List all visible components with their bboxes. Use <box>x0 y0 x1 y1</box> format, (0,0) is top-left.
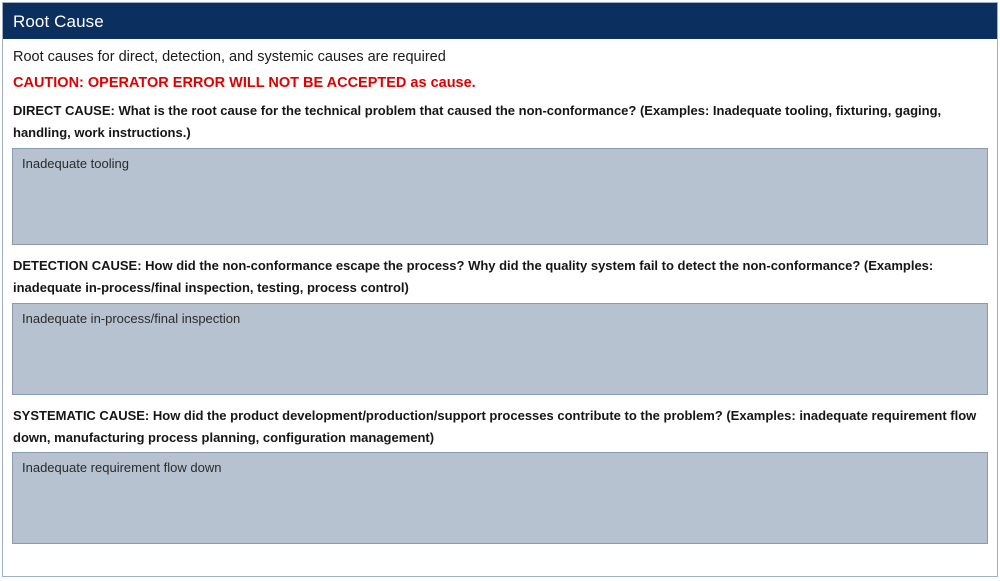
intro-text: Root causes for direct, detection, and systemic causes are required <box>13 49 446 65</box>
detection-cause-input[interactable] <box>12 303 988 395</box>
panel-header <box>3 3 997 39</box>
systematic-cause-label: SYSTEMATIC CAUSE: How did the product development/production/support processes contribute to the problem? (Examples: inadequate requirement flow down, manufacturing process planning, configuration management) <box>13 407 977 445</box>
systematic-cause-input[interactable] <box>12 452 988 544</box>
caution-text: CAUTION: OPERATOR ERROR WILL NOT BE ACCEPTED as cause. <box>13 74 476 91</box>
page-title: Root Cause <box>13 11 104 31</box>
panel-body <box>3 39 997 576</box>
direct-cause-input[interactable] <box>12 148 988 245</box>
root-cause-panel <box>2 2 998 577</box>
direct-cause-label: DIRECT CAUSE: What is the root cause for the technical problem that caused the non-conformance? (Examples: Inadequate tooling, fixturing, gaging, handling, work instructions.) <box>13 103 942 141</box>
detection-cause-label: DETECTION CAUSE: How did the non-conformance escape the process? Why did the quality system fail to detect the non-conformance? (Examples: inadequate in-process/final inspection, testing, process control) <box>13 257 934 296</box>
